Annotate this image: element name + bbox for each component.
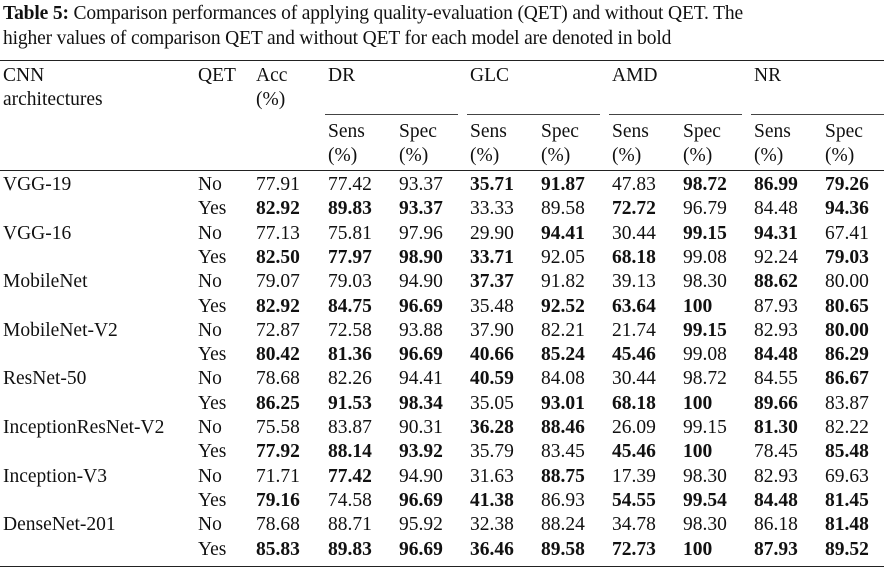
row-model-name: Inception-V3 [3, 465, 107, 487]
table-cell: 81.36 [328, 344, 372, 366]
glc-subrule [467, 114, 600, 115]
table-cell: 72.87 [256, 319, 300, 341]
table-cell: 89.58 [541, 198, 585, 220]
table-cell: 79.03 [328, 271, 372, 293]
header-group-amd: AMD [612, 65, 658, 86]
row-qet-flag: No [198, 174, 222, 195]
table-cell: 77.91 [256, 174, 300, 195]
header-arch-2: architectures [3, 89, 103, 110]
table-cell: 78.68 [256, 368, 300, 390]
row-qet-flag: No [198, 417, 222, 438]
table-cell: 99.15 [683, 319, 727, 341]
table-cell: 92.05 [541, 246, 585, 268]
table-cell: 72.58 [328, 319, 372, 341]
table-cell: 72.73 [612, 538, 656, 560]
header-glc-sens-unit: (%) [470, 145, 500, 166]
table-cell: 21.74 [612, 319, 656, 341]
table-cell: 86.93 [541, 489, 585, 511]
table-cell: 84.08 [541, 368, 585, 390]
table-cell: 35.79 [470, 441, 514, 463]
caption-text-2: higher values of comparison QET and without QET for each model are denoted in bold [3, 28, 672, 49]
table-cell: 94.36 [825, 198, 869, 220]
table-cell: 54.55 [612, 489, 656, 511]
table-cell: 93.37 [399, 174, 443, 195]
table-cell: 82.26 [328, 368, 372, 390]
header-rule [0, 170, 884, 171]
row-model-name: MobileNet [3, 271, 88, 293]
table-cell: 100 [683, 441, 713, 463]
row-qet-flag: Yes [198, 295, 227, 317]
table-cell: 88.71 [328, 514, 372, 536]
table-cell: 68.18 [612, 392, 656, 414]
table-cell: 30.44 [612, 368, 656, 390]
table-cell: 41.38 [470, 489, 514, 511]
table-cell: 84.48 [754, 198, 798, 220]
table-cell: 33.71 [470, 246, 514, 268]
table-cell: 87.93 [754, 538, 798, 560]
table-cell: 31.63 [470, 465, 514, 487]
row-qet-flag: Yes [198, 392, 227, 414]
row-qet-flag: No [198, 319, 222, 341]
table-cell: 75.81 [328, 222, 372, 244]
table-cell: 17.39 [612, 465, 656, 487]
header-dr-spec: Spec [399, 121, 437, 142]
table-cell: 75.58 [256, 417, 300, 438]
row-model-name: MobileNet-V2 [3, 319, 118, 341]
row-qet-flag: No [198, 465, 222, 487]
table-cell: 80.00 [825, 319, 869, 341]
table-cell: 77.92 [256, 441, 300, 463]
bottom-rule [0, 566, 884, 567]
header-nr-sens-unit: (%) [754, 145, 784, 166]
table-cell: 32.38 [470, 514, 514, 536]
table-cell: 94.41 [399, 368, 443, 390]
table-cell: 100 [683, 392, 713, 414]
header-glc-spec-unit: (%) [541, 145, 571, 166]
table-cell: 94.31 [754, 222, 798, 244]
table-cell: 86.67 [825, 368, 869, 390]
table-cell: 84.48 [754, 489, 798, 511]
table-cell: 88.75 [541, 465, 585, 487]
table-cell: 82.92 [256, 295, 300, 317]
table-cell: 89.52 [825, 538, 869, 560]
table-cell: 82.22 [825, 417, 869, 438]
header-acc-1: Acc [256, 65, 288, 86]
table-cell: 96.69 [399, 489, 443, 511]
table-cell: 71.71 [256, 465, 300, 487]
table-caption [3, 1, 883, 51]
table-cell: 82.21 [541, 319, 585, 341]
top-rule [0, 60, 884, 61]
table-cell: 33.33 [470, 198, 514, 220]
header-amd-sens: Sens [612, 121, 649, 142]
table-cell: 72.72 [612, 198, 656, 220]
table-cell: 82.93 [754, 319, 798, 341]
table-cell: 36.28 [470, 417, 514, 438]
table-cell: 45.46 [612, 344, 656, 366]
table-cell: 96.69 [399, 295, 443, 317]
table-cell: 98.72 [683, 174, 727, 195]
table-cell: 81.48 [825, 514, 869, 536]
table-cell: 83.87 [825, 392, 869, 414]
table-cell: 86.99 [754, 174, 798, 195]
row-model-name: ResNet-50 [3, 368, 87, 390]
table-cell: 82.50 [256, 246, 300, 268]
row-qet-flag: No [198, 271, 222, 293]
table-cell: 98.72 [683, 368, 727, 390]
header-group-nr: NR [754, 65, 782, 86]
table-cell: 40.59 [470, 368, 514, 390]
table-cell: 85.48 [825, 441, 869, 463]
table-cell: 98.30 [683, 271, 727, 293]
table-cell: 26.09 [612, 417, 656, 438]
table-cell: 77.42 [328, 465, 372, 487]
dr-subrule [325, 114, 458, 115]
header-nr-sens: Sens [754, 121, 791, 142]
table-cell: 84.48 [754, 344, 798, 366]
table-cell: 99.54 [683, 489, 727, 511]
table-cell: 100 [683, 538, 713, 560]
table-cell: 98.30 [683, 514, 727, 536]
table-cell: 94.41 [541, 222, 585, 244]
header-dr-sens: Sens [328, 121, 365, 142]
header-nr-spec-unit: (%) [825, 145, 855, 166]
header-amd-sens-unit: (%) [612, 145, 642, 166]
table-cell: 88.46 [541, 417, 585, 438]
table-cell: 40.66 [470, 344, 514, 366]
table-cell: 86.18 [754, 514, 798, 536]
table-cell: 84.75 [328, 295, 372, 317]
header-arch-1: CNN [3, 65, 45, 86]
table-cell: 93.92 [399, 441, 443, 463]
table-cell: 79.26 [825, 174, 869, 195]
table-cell: 78.68 [256, 514, 300, 536]
header-acc-2: (%) [256, 89, 286, 110]
table-cell: 90.31 [399, 417, 443, 438]
table-cell: 35.71 [470, 174, 514, 195]
amd-subrule [609, 114, 742, 115]
table-cell: 68.18 [612, 246, 656, 268]
caption-label: Table 5: [3, 3, 69, 24]
row-model-name: VGG-16 [3, 222, 72, 244]
row-qet-flag: No [198, 514, 222, 536]
table-cell: 98.34 [399, 392, 443, 414]
table-cell: 47.83 [612, 174, 656, 195]
table-cell: 91.82 [541, 271, 585, 293]
table-cell: 98.30 [683, 465, 727, 487]
table-cell: 89.58 [541, 538, 585, 560]
table-cell: 94.90 [399, 465, 443, 487]
table-cell: 35.48 [470, 295, 514, 317]
row-qet-flag: No [198, 222, 222, 244]
table-cell: 99.08 [683, 246, 727, 268]
table-cell: 99.15 [683, 222, 727, 244]
table-cell: 84.55 [754, 368, 798, 390]
table-cell: 85.83 [256, 538, 300, 560]
header-amd-spec: Spec [683, 121, 721, 142]
table-cell: 99.08 [683, 344, 727, 366]
table-cell: 88.62 [754, 271, 798, 293]
table-cell: 77.42 [328, 174, 372, 195]
table-cell: 45.46 [612, 441, 656, 463]
table-cell: 89.66 [754, 392, 798, 414]
header-nr-spec: Spec [825, 121, 863, 142]
table-cell: 89.83 [328, 198, 372, 220]
header-dr-sens-unit: (%) [328, 145, 358, 166]
table-cell: 91.87 [541, 174, 585, 195]
table-cell: 80.65 [825, 295, 869, 317]
table-cell: 77.97 [328, 246, 372, 268]
row-qet-flag: Yes [198, 489, 227, 511]
table-cell: 81.45 [825, 489, 869, 511]
table-cell: 88.24 [541, 514, 585, 536]
table-cell: 97.96 [399, 222, 443, 244]
row-qet-flag: No [198, 368, 222, 390]
table-cell: 79.16 [256, 489, 300, 511]
table-cell: 83.45 [541, 441, 585, 463]
table-cell: 39.13 [612, 271, 656, 293]
table-cell: 78.45 [754, 441, 798, 463]
table-cell: 81.30 [754, 417, 798, 438]
row-qet-flag: Yes [198, 198, 227, 220]
table-cell: 99.15 [683, 417, 727, 438]
table-cell: 98.90 [399, 246, 443, 268]
table-cell: 95.92 [399, 514, 443, 536]
header-qet: QET [198, 65, 236, 86]
table-cell: 93.88 [399, 319, 443, 341]
table-cell: 86.29 [825, 344, 869, 366]
nr-subrule [751, 114, 884, 115]
header-amd-spec-unit: (%) [683, 145, 713, 166]
table-cell: 35.05 [470, 392, 514, 414]
table-cell: 77.13 [256, 222, 300, 244]
table-cell: 88.14 [328, 441, 372, 463]
table-cell: 86.25 [256, 392, 300, 414]
table-cell: 85.24 [541, 344, 585, 366]
table-cell: 96.69 [399, 344, 443, 366]
table-cell: 80.00 [825, 271, 869, 293]
table-cell: 92.24 [754, 246, 798, 268]
table-cell: 74.58 [328, 489, 372, 511]
row-qet-flag: Yes [198, 441, 227, 463]
table-cell: 83.87 [328, 417, 372, 438]
table-cell: 80.42 [256, 344, 300, 366]
row-model-name: InceptionResNet-V2 [3, 417, 165, 438]
table-cell: 67.41 [825, 222, 869, 244]
table-cell: 63.64 [612, 295, 656, 317]
table-cell: 94.90 [399, 271, 443, 293]
caption-text-1: Comparison performances of applying quality-evaluation (QET) and without QET. The [68, 3, 743, 24]
table-cell: 89.83 [328, 538, 372, 560]
header-group-dr: DR [328, 65, 356, 86]
table-cell: 93.01 [541, 392, 585, 414]
table-cell: 79.07 [256, 271, 300, 293]
header-dr-spec-unit: (%) [399, 145, 429, 166]
row-model-name: DenseNet-201 [3, 514, 116, 536]
row-model-name: VGG-19 [3, 174, 72, 195]
table-cell: 37.90 [470, 319, 514, 341]
header-glc-spec: Spec [541, 121, 579, 142]
row-qet-flag: Yes [198, 246, 227, 268]
header-group-glc: GLC [470, 65, 509, 86]
table-cell: 91.53 [328, 392, 372, 414]
table-cell: 29.90 [470, 222, 514, 244]
table-cell: 92.52 [541, 295, 585, 317]
header-glc-sens: Sens [470, 121, 507, 142]
table-cell: 69.63 [825, 465, 869, 487]
row-qet-flag: Yes [198, 538, 227, 560]
table-cell: 34.78 [612, 514, 656, 536]
table-cell: 79.03 [825, 246, 869, 268]
table-cell: 93.37 [399, 198, 443, 220]
table-cell: 37.37 [470, 271, 514, 293]
table-cell: 30.44 [612, 222, 656, 244]
table-cell: 96.79 [683, 198, 727, 220]
table-cell: 82.92 [256, 198, 300, 220]
row-qet-flag: Yes [198, 344, 227, 366]
table-cell: 100 [683, 295, 713, 317]
table-cell: 87.93 [754, 295, 798, 317]
table-cell: 82.93 [754, 465, 798, 487]
table-cell: 96.69 [399, 538, 443, 560]
table-cell: 36.46 [470, 538, 514, 560]
